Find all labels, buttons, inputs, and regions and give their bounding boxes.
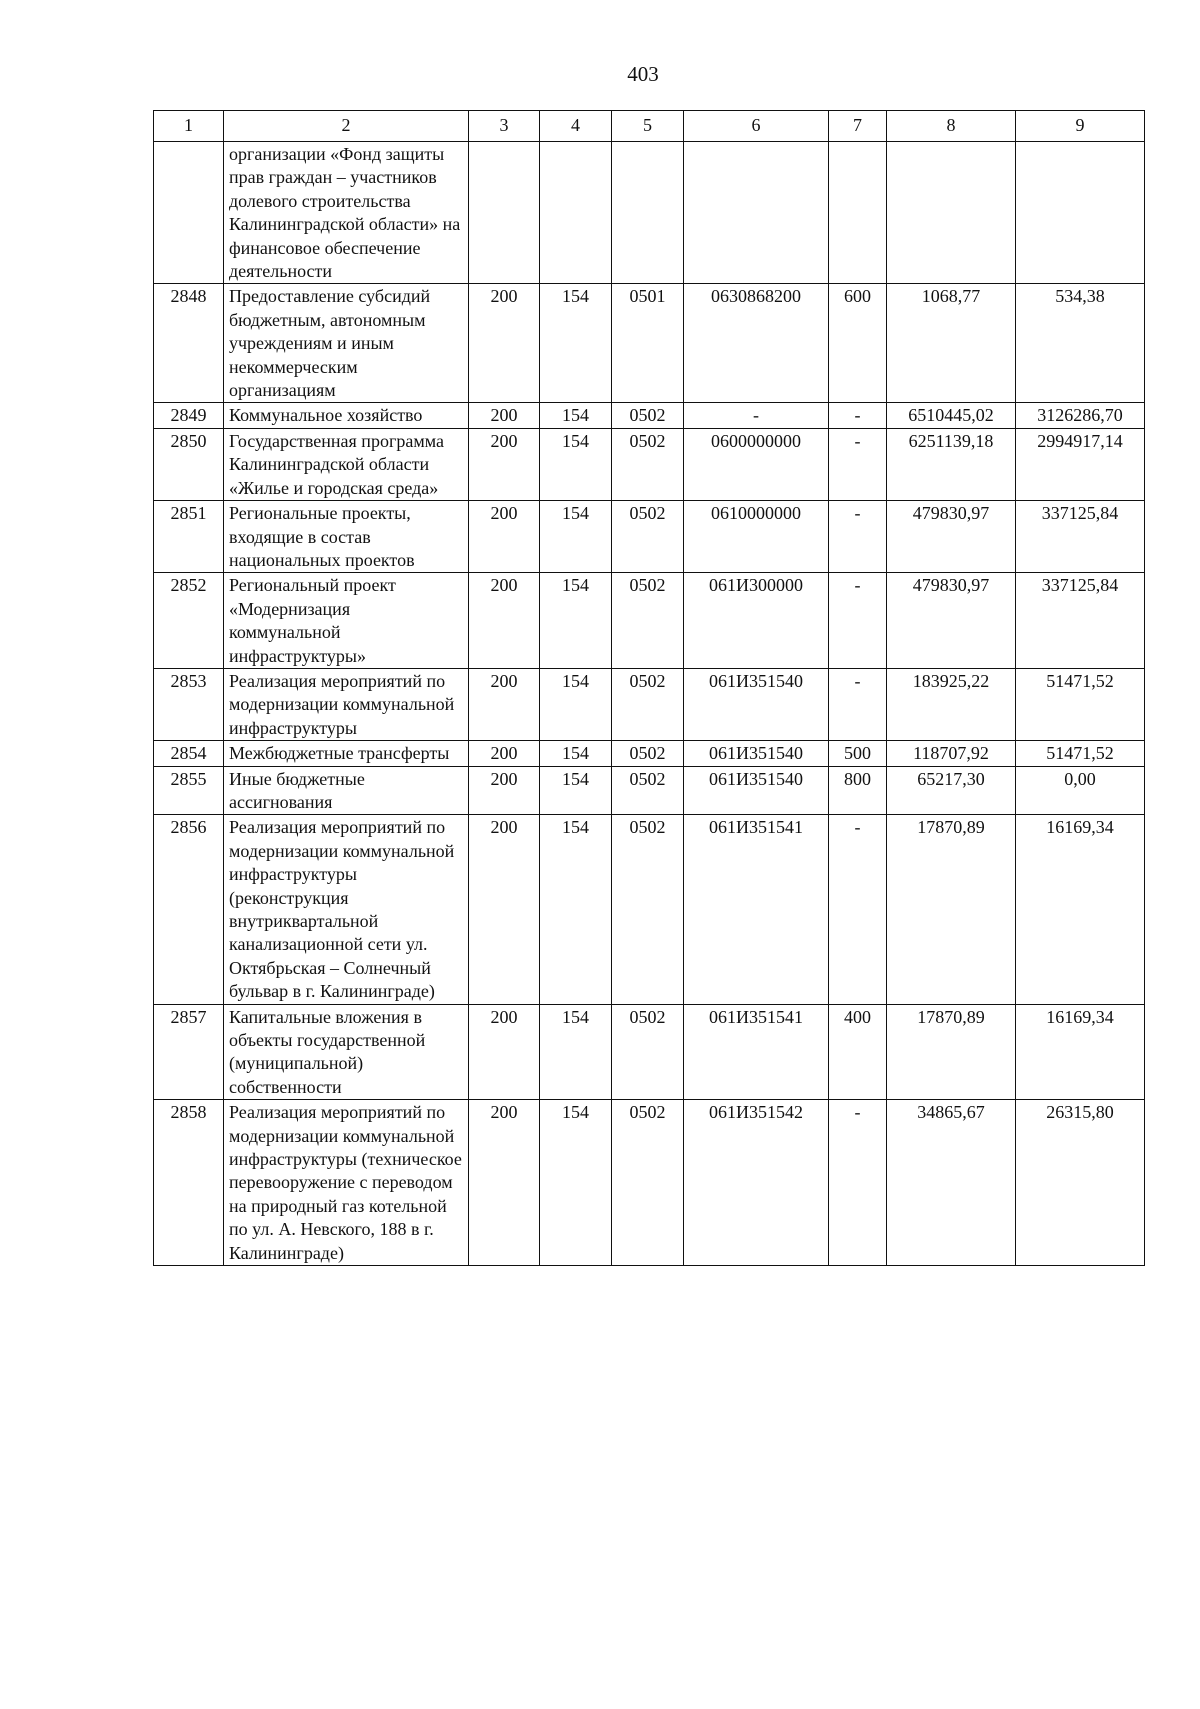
table-row [154,1100,1145,1266]
col8-amount-cell: 183925,22 [887,668,1016,740]
col3-cell [469,142,540,284]
row-number-cell: 2850 [154,428,224,500]
col5-cell: 0502 [612,403,684,428]
table-row [154,741,1145,766]
col5-cell [612,142,684,284]
header-cell: 9 [1016,111,1145,142]
col8-amount-cell: 17870,89 [887,815,1016,1004]
col9-amount-cell: 0,00 [1016,766,1145,815]
row-name-cell: Предоставление субсидий бюджетным, автономным учреждениям и иным некоммерческим организациям [224,284,469,403]
col4-cell: 154 [540,573,612,669]
col4-cell: 154 [540,428,612,500]
col5-cell: 0502 [612,573,684,669]
col3-cell: 200 [469,815,540,1004]
col8-amount-cell: 6251139,18 [887,428,1016,500]
table-row [154,668,1145,740]
col6-code-cell: 061И300000 [684,573,829,669]
col9-amount-cell: 16169,34 [1016,815,1145,1004]
col5-cell: 0502 [612,815,684,1004]
col7-cell: - [829,403,887,428]
col4-cell: 154 [540,1004,612,1100]
row-name-cell: Иные бюджетные ассигнования [224,766,469,815]
table-row [154,428,1145,500]
row-name-cell: Реализация мероприятий по модернизации коммунальной инфраструктуры (реконструкция внутриквартальной канализационной сети ул. Октябрьская – Солнечный бульвар в г. Калининграде) [224,815,469,1004]
col5-cell: 0502 [612,766,684,815]
col5-cell: 0502 [612,501,684,573]
col4-cell: 154 [540,815,612,1004]
row-name-cell: Капитальные вложения в объекты государственной (муниципальной) собственности [224,1004,469,1100]
col4-cell: 154 [540,766,612,815]
col9-amount-cell: 26315,80 [1016,1100,1145,1266]
col6-code-cell: 061И351540 [684,766,829,815]
col8-amount-cell: 34865,67 [887,1100,1016,1266]
header-cell: 2 [224,111,469,142]
col9-amount-cell: 51471,52 [1016,668,1145,740]
header-cell: 4 [540,111,612,142]
row-number-cell: 2853 [154,668,224,740]
col5-cell: 0502 [612,1004,684,1100]
header-cell: 8 [887,111,1016,142]
col3-cell: 200 [469,501,540,573]
row-number-cell: 2857 [154,1004,224,1100]
col7-cell: - [829,428,887,500]
col6-code-cell: 061И351540 [684,668,829,740]
col6-code-cell: 0630868200 [684,284,829,403]
col5-cell: 0501 [612,284,684,403]
col6-code-cell [684,142,829,284]
col8-amount-cell: 479830,97 [887,501,1016,573]
row-name-cell: Межбюджетные трансферты [224,741,469,766]
col6-code-cell: 061И351541 [684,815,829,1004]
col7-cell: - [829,815,887,1004]
col9-amount-cell: 337125,84 [1016,573,1145,669]
page-number: 403 [627,62,659,86]
col4-cell: 154 [540,741,612,766]
col7-cell: 800 [829,766,887,815]
table-row [154,501,1145,573]
row-number-cell: 2854 [154,741,224,766]
col4-cell: 154 [540,1100,612,1266]
col6-code-cell: 061И351540 [684,741,829,766]
col6-code-cell: 061И351542 [684,1100,829,1266]
row-number-cell: 2851 [154,501,224,573]
col6-code-cell: 0610000000 [684,501,829,573]
col5-cell: 0502 [612,1100,684,1266]
col3-cell: 200 [469,573,540,669]
row-name-cell: Государственная программа Калининградской области «Жилье и городская среда» [224,428,469,500]
col3-cell: 200 [469,1004,540,1100]
col7-cell: - [829,1100,887,1266]
col3-cell: 200 [469,766,540,815]
row-name-cell: Реализация мероприятий по модернизации коммунальной инфраструктуры [224,668,469,740]
row-name-cell: Региональные проекты, входящие в состав национальных проектов [224,501,469,573]
col3-cell: 200 [469,1100,540,1266]
col9-amount-cell: 16169,34 [1016,1004,1145,1100]
row-name-cell: Региональный проект «Модернизация коммунальной инфраструктуры» [224,573,469,669]
col9-amount-cell: 3126286,70 [1016,403,1145,428]
col3-cell: 200 [469,428,540,500]
table-row [154,573,1145,669]
col9-amount-cell [1016,142,1145,284]
col9-amount-cell: 2994917,14 [1016,428,1145,500]
row-name-cell: организации «Фонд защиты прав граждан – участников долевого строительства Калининградской области» на финансовое обеспечение деятельности [224,142,469,284]
col4-cell: 154 [540,501,612,573]
row-number-cell: 2849 [154,403,224,428]
row-number-cell: 2858 [154,1100,224,1266]
table-row [154,766,1145,815]
col5-cell: 0502 [612,741,684,766]
header-cell: 5 [612,111,684,142]
table-row [154,815,1145,1004]
col3-cell: 200 [469,284,540,403]
col8-amount-cell [887,142,1016,284]
col4-cell: 154 [540,668,612,740]
col8-amount-cell: 479830,97 [887,573,1016,669]
table-row [154,1004,1145,1100]
col3-cell: 200 [469,668,540,740]
row-number-cell: 2848 [154,284,224,403]
row-number-cell: 2852 [154,573,224,669]
col7-cell [829,142,887,284]
header-cell: 6 [684,111,829,142]
row-name-cell: Коммунальное хозяйство [224,403,469,428]
col3-cell: 200 [469,403,540,428]
col7-cell: - [829,501,887,573]
col6-code-cell: 061И351541 [684,1004,829,1100]
col9-amount-cell: 337125,84 [1016,501,1145,573]
row-number-cell: 2855 [154,766,224,815]
col7-cell: 500 [829,741,887,766]
col8-amount-cell: 1068,77 [887,284,1016,403]
col6-code-cell: - [684,403,829,428]
col7-cell: - [829,668,887,740]
col3-cell: 200 [469,741,540,766]
table-body [154,142,1145,1266]
col7-cell: - [829,573,887,669]
col8-amount-cell: 65217,30 [887,766,1016,815]
table-header-row [154,111,1145,142]
col4-cell: 154 [540,284,612,403]
header-cell: 7 [829,111,887,142]
row-number-cell: 2856 [154,815,224,1004]
table-row [154,284,1145,403]
col8-amount-cell: 6510445,02 [887,403,1016,428]
col4-cell [540,142,612,284]
header-cell: 3 [469,111,540,142]
col6-code-cell: 0600000000 [684,428,829,500]
row-number-cell [154,142,224,284]
table-row [154,403,1145,428]
header-cell: 1 [154,111,224,142]
col7-cell: 400 [829,1004,887,1100]
col7-cell: 600 [829,284,887,403]
col9-amount-cell: 51471,52 [1016,741,1145,766]
col5-cell: 0502 [612,668,684,740]
col5-cell: 0502 [612,428,684,500]
table-row [154,142,1145,284]
row-name-cell: Реализация мероприятий по модернизации коммунальной инфраструктуры (техническое перевооружение с переводом на природный газ котельной по ул. А. Невского, 188 в г. Калининграде) [224,1100,469,1266]
col8-amount-cell: 17870,89 [887,1004,1016,1100]
col9-amount-cell: 534,38 [1016,284,1145,403]
budget-table [153,110,1145,1266]
col8-amount-cell: 118707,92 [887,741,1016,766]
col4-cell: 154 [540,403,612,428]
